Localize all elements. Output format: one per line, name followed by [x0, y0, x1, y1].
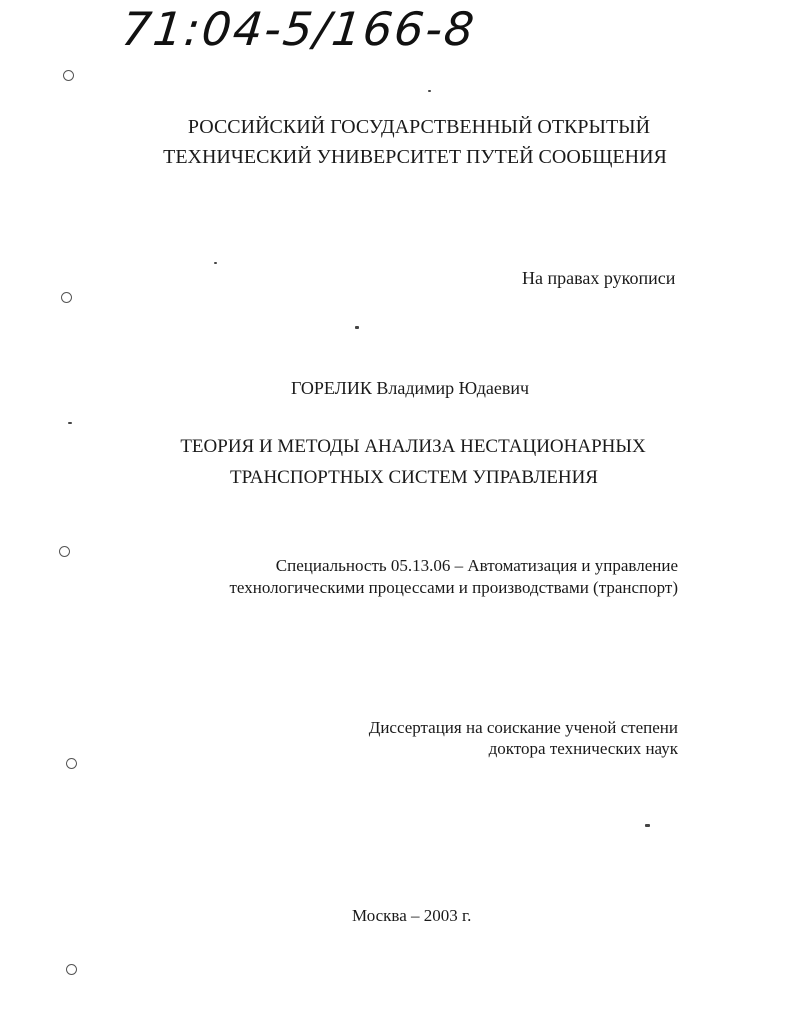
- degree-line1: Диссертация на соискание ученой степени: [368, 718, 678, 737]
- punch-hole-icon: [63, 70, 74, 81]
- punch-hole-icon: [61, 292, 72, 303]
- dissertation-title-line2: ТРАНСПОРТНЫХ СИСТЕМ УПРАВЛЕНИЯ: [230, 467, 598, 488]
- scan-speck: [355, 326, 359, 329]
- dissertation-title-line1: ТЕОРИЯ И МЕТОДЫ АНАЛИЗА НЕСТАЦИОНАРНЫХ: [180, 436, 646, 457]
- degree-line2: доктора технических наук: [488, 739, 678, 758]
- scan-speck: [645, 824, 650, 827]
- scan-speck: [428, 90, 431, 92]
- punch-hole-icon: [66, 964, 77, 975]
- university-name-line1: РОССИЙСКИЙ ГОСУДАРСТВЕННЫЙ ОТКРЫТЫЙ: [187, 116, 651, 138]
- specialty-line2: технологическими процессами и производствами (транспорт): [229, 578, 678, 597]
- punch-hole-icon: [59, 546, 70, 557]
- scan-speck: [68, 422, 72, 424]
- place-and-year: Москва – 2003 г.: [352, 906, 472, 925]
- author-name: ГОРЕЛИК Владимир Юдаевич: [290, 378, 530, 398]
- university-name-line2: ТЕХНИЧЕСКИЙ УНИВЕРСИТЕТ ПУТЕЙ СООБЩЕНИЯ: [163, 146, 667, 168]
- manuscript-rights-note: На правах рукописи: [522, 268, 676, 288]
- specialty-line1: Специальность 05.13.06 – Автоматизация и управление: [275, 556, 678, 575]
- archive-code-handwritten: 71:04-5/166-8: [119, 2, 479, 56]
- punch-hole-icon: [66, 758, 77, 769]
- scan-speck: [214, 262, 217, 264]
